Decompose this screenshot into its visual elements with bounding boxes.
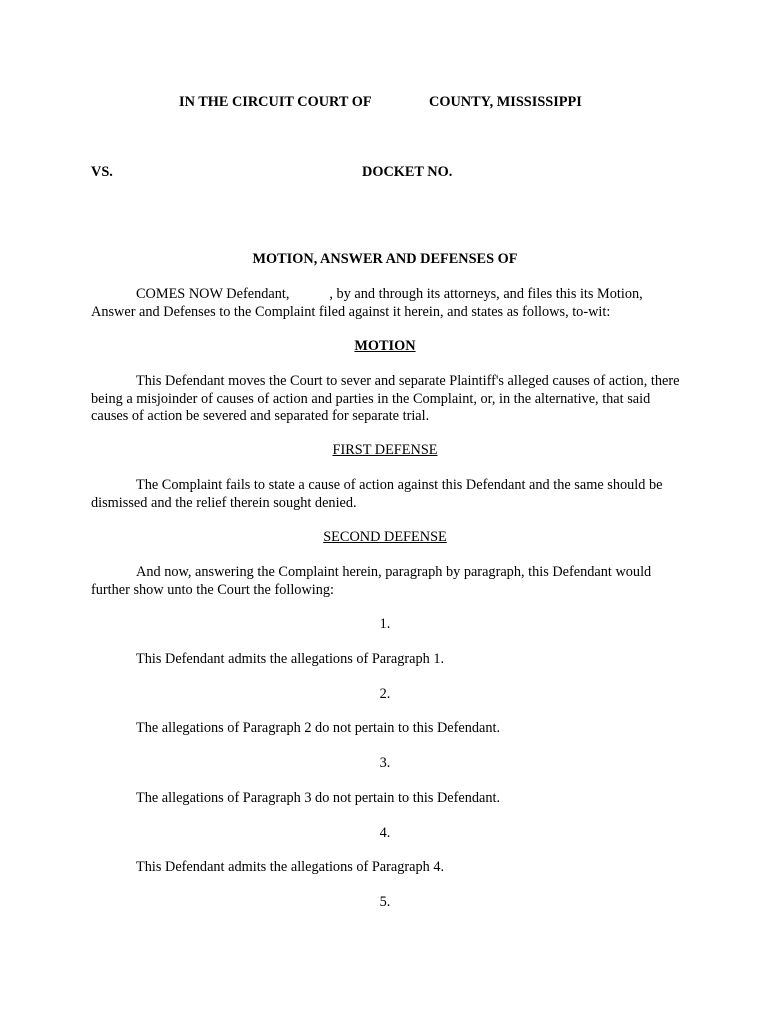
paragraph-text-1: This Defendant admits the allegations of Paragraph 1. bbox=[136, 651, 445, 667]
court-caption-right: COUNTY, MISSISSIPPI bbox=[429, 94, 582, 110]
paragraph-number-4: 4. bbox=[379, 825, 391, 841]
paragraph-text-4: This Defendant admits the allegations of Paragraph 4. bbox=[136, 859, 445, 875]
second-defense-paragraph: And now, answering the Complaint herein, paragraph by paragraph, this Defendant would further show unto the Court the following: bbox=[91, 564, 652, 598]
intro-part-1: COMES NOW Defendant, bbox=[136, 286, 290, 302]
paragraph-text-3: The allegations of Paragraph 3 do not pertain to this Defendant. bbox=[136, 790, 501, 806]
paragraph-number-1: 1. bbox=[379, 616, 391, 632]
first-defense-heading: FIRST DEFENSE bbox=[332, 442, 438, 458]
second-defense-heading: SECOND DEFENSE bbox=[323, 529, 447, 545]
paragraph-number-2: 2. bbox=[379, 686, 391, 702]
motion-heading: MOTION bbox=[354, 338, 416, 354]
document-title: MOTION, ANSWER AND DEFENSES OF bbox=[252, 251, 518, 267]
intro-part-2: , by and through its attorneys, and files this its Motion, Answer and Defenses to the Complaint filed against it herein, and states as follows, to-wit: bbox=[91, 286, 643, 320]
paragraph-number-3: 3. bbox=[379, 755, 391, 771]
intro-paragraph bbox=[91, 286, 681, 321]
court-caption-left: IN THE CIRCUIT COURT OF bbox=[179, 94, 372, 110]
paragraph-text-2: The allegations of Paragraph 2 do not pertain to this Defendant. bbox=[136, 720, 501, 736]
docket-number-label: DOCKET NO. bbox=[362, 164, 453, 180]
motion-paragraph: This Defendant moves the Court to sever and separate Plaintiff's alleged causes of action, there being a misjoinder of causes of action and parties in the Complaint, or, in the alternative, that said causes of action be severed and separated for separate trial. bbox=[91, 373, 680, 424]
first-defense-paragraph: The Complaint fails to state a cause of action against this Defendant and the same should be dismissed and the relief therein sought denied. bbox=[91, 477, 663, 511]
paragraph-number-5: 5. bbox=[379, 894, 391, 910]
versus-label: VS. bbox=[91, 164, 113, 180]
